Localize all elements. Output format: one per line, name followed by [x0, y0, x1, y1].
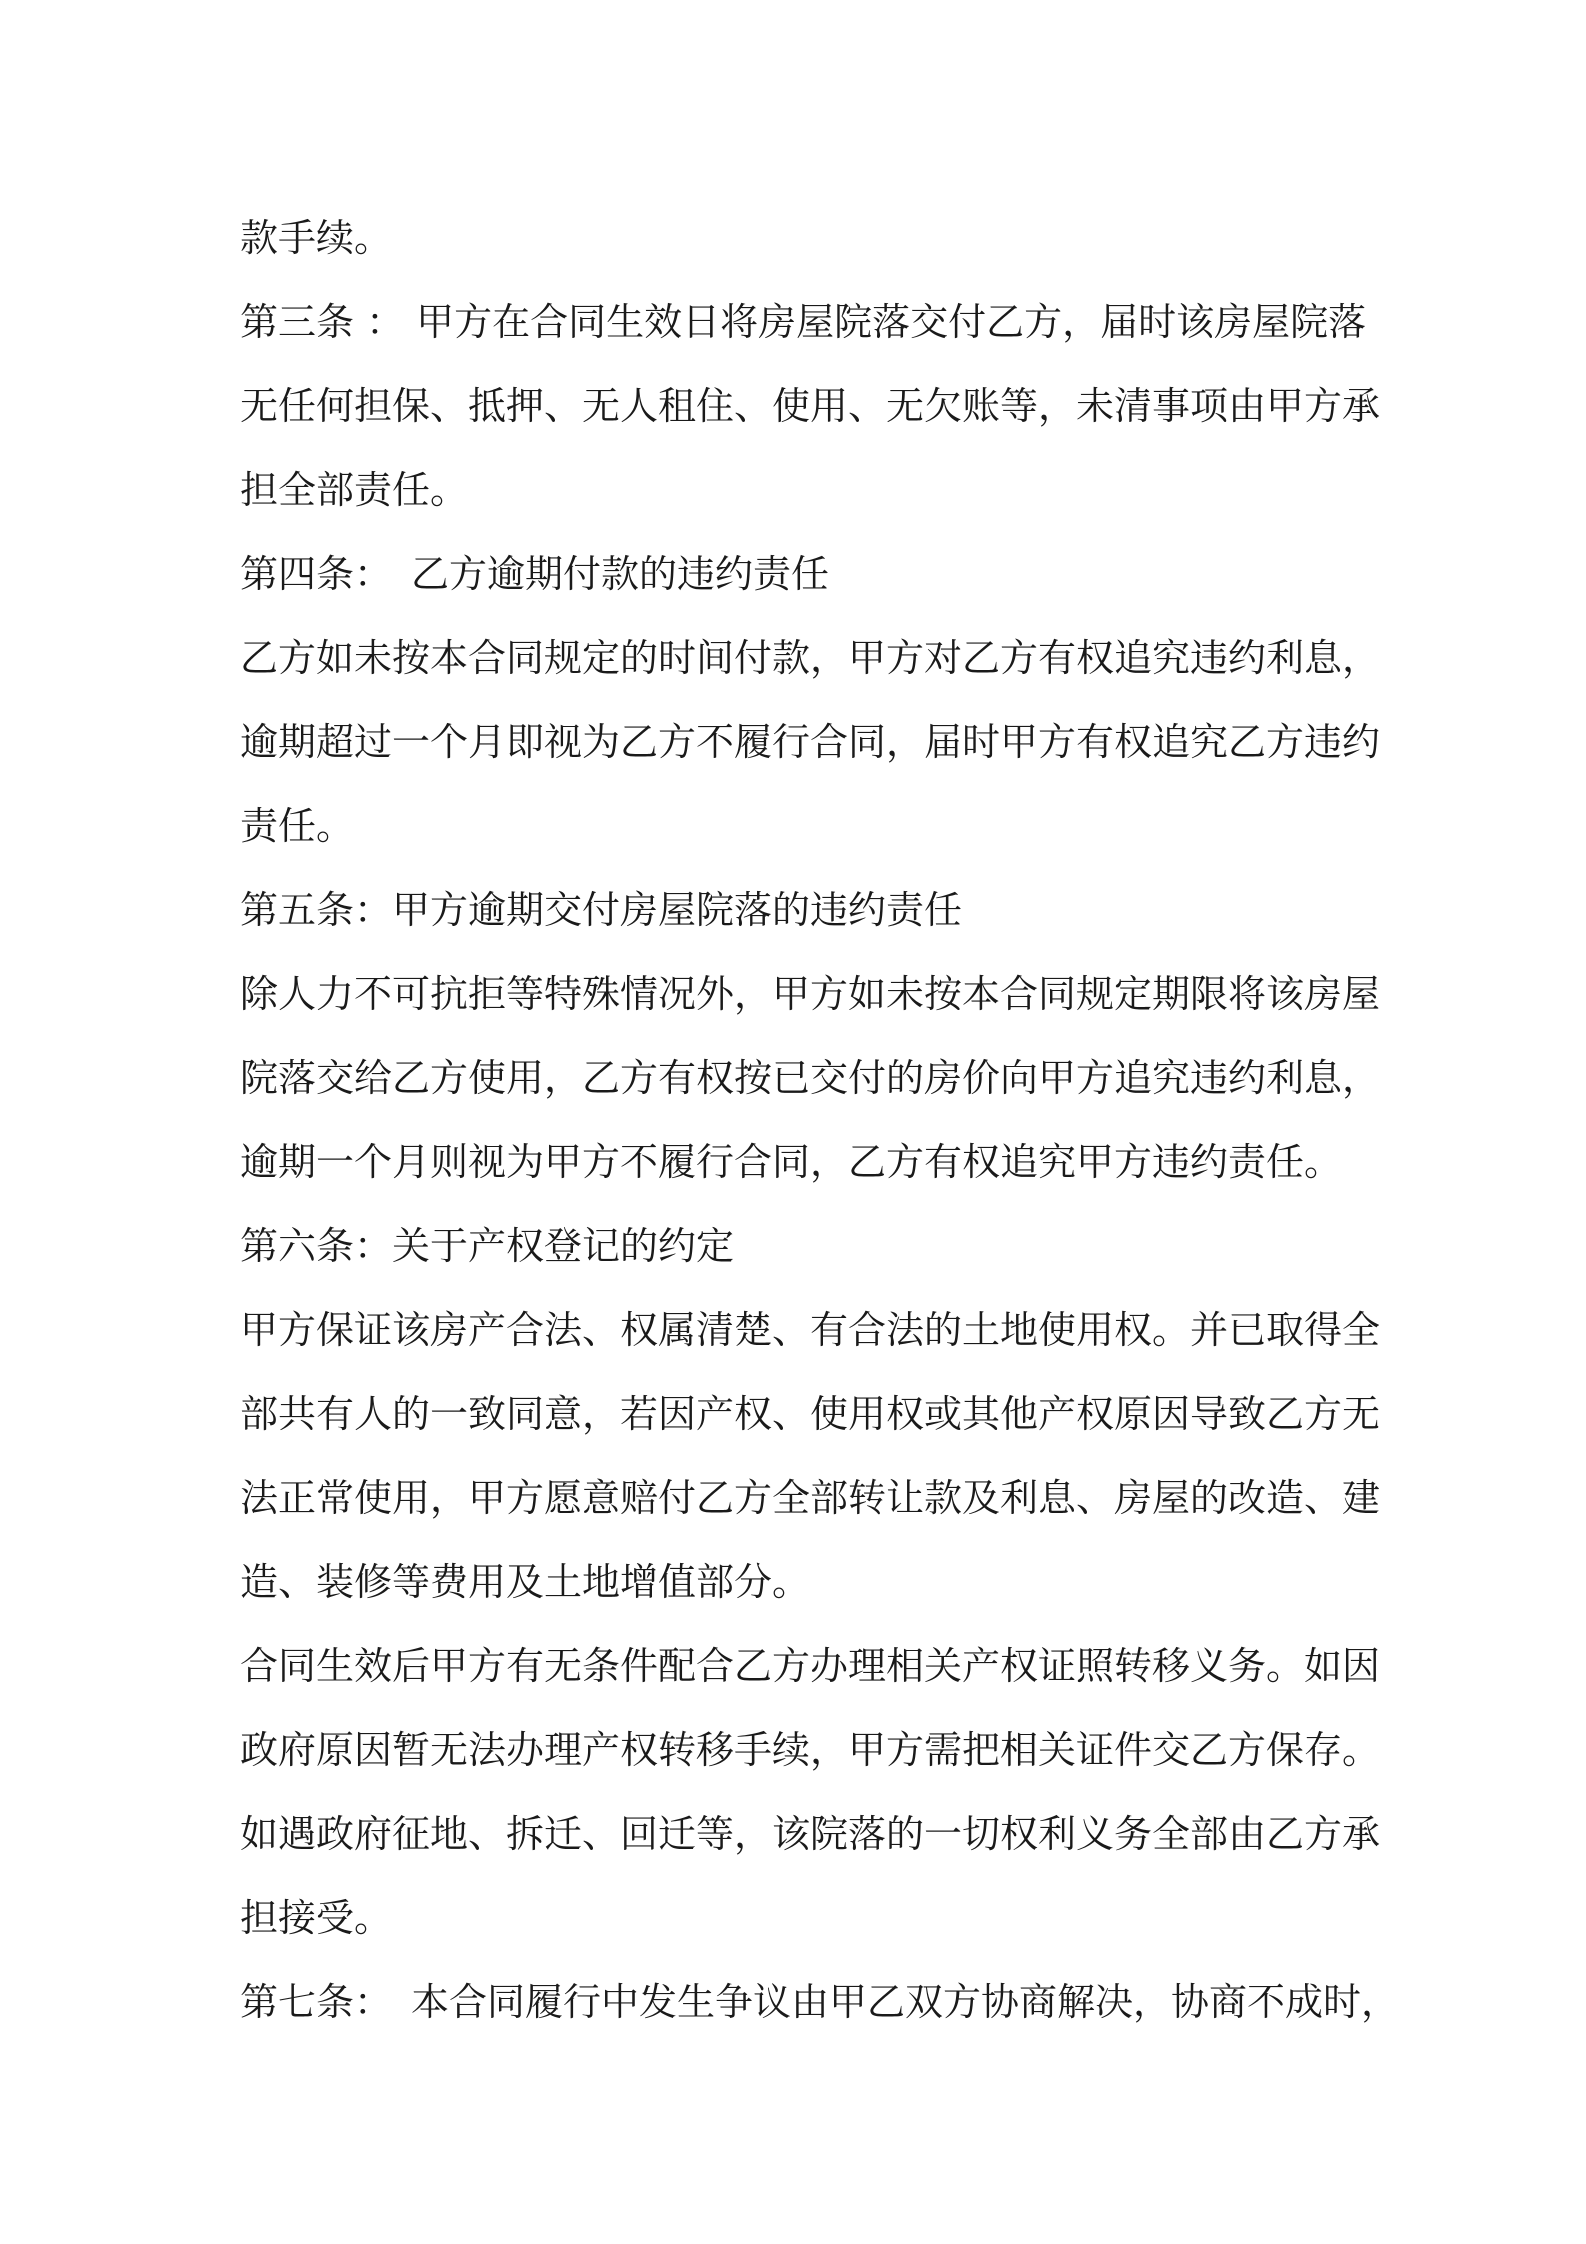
article-3-heading-line: 第三条 ： 甲方在合同生效日将房屋院落交付乙方，届时该房屋院落 — [240, 300, 1367, 344]
text-line: 政府原因暂无法办理产权转移手续，甲方需把相关证件交乙方保存。 — [240, 1728, 1381, 1772]
text-line: 除人力不可抗拒等特殊情况外，甲方如未按本合同规定期限将该房屋 — [240, 972, 1381, 1016]
text-line: 责任。 — [240, 804, 355, 848]
article-7-heading-line: 第七条： 本合同履行中发生争议由甲乙双方协商解决，协商不成时， — [240, 1980, 1400, 2024]
text-line: 款手续。 — [240, 216, 393, 260]
text-line: 部共有人的一致同意，若因产权、使用权或其他产权原因导致乙方无 — [240, 1392, 1381, 1436]
text-line: 法正常使用，甲方愿意赔付乙方全部转让款及利息、房屋的改造、建 — [240, 1476, 1381, 1520]
text-line: 逾期超过一个月即视为乙方不履行合同，届时甲方有权追究乙方违约 — [240, 720, 1381, 764]
text-line: 造、装修等费用及土地增值部分。 — [240, 1560, 811, 1604]
text-line: 无任何担保、抵押、无人租住、使用、无欠账等，未清事项由甲方承 — [240, 384, 1381, 428]
article-4-heading: 第四条： 乙方逾期付款的违约责任 — [240, 552, 830, 596]
document-body — [240, 196, 1400, 2044]
text-line: 逾期一个月则视为甲方不履行合同，乙方有权追究甲方违约责任。 — [240, 1140, 1343, 1184]
text-line: 乙方如未按本合同规定的时间付款，甲方对乙方有权追究违约利息， — [240, 636, 1381, 680]
text-line: 甲方保证该房产合法、权属清楚、有合法的土地使用权。并已取得全 — [240, 1308, 1381, 1352]
text-line: 院落交给乙方使用，乙方有权按已交付的房价向甲方追究违约利息， — [240, 1056, 1381, 1100]
text-line: 如遇政府征地、拆迁、回迁等，该院落的一切权利义务全部由乙方承 — [240, 1812, 1381, 1856]
article-6-heading: 第六条：关于产权登记的约定 — [240, 1224, 735, 1268]
text-line: 合同生效后甲方有无条件配合乙方办理相关产权证照转移义务。如因 — [240, 1644, 1381, 1688]
text-line: 担接受。 — [240, 1896, 393, 1940]
article-5-heading: 第五条：甲方逾期交付房屋院落的违约责任 — [240, 888, 963, 932]
text-line: 担全部责任。 — [240, 468, 469, 512]
